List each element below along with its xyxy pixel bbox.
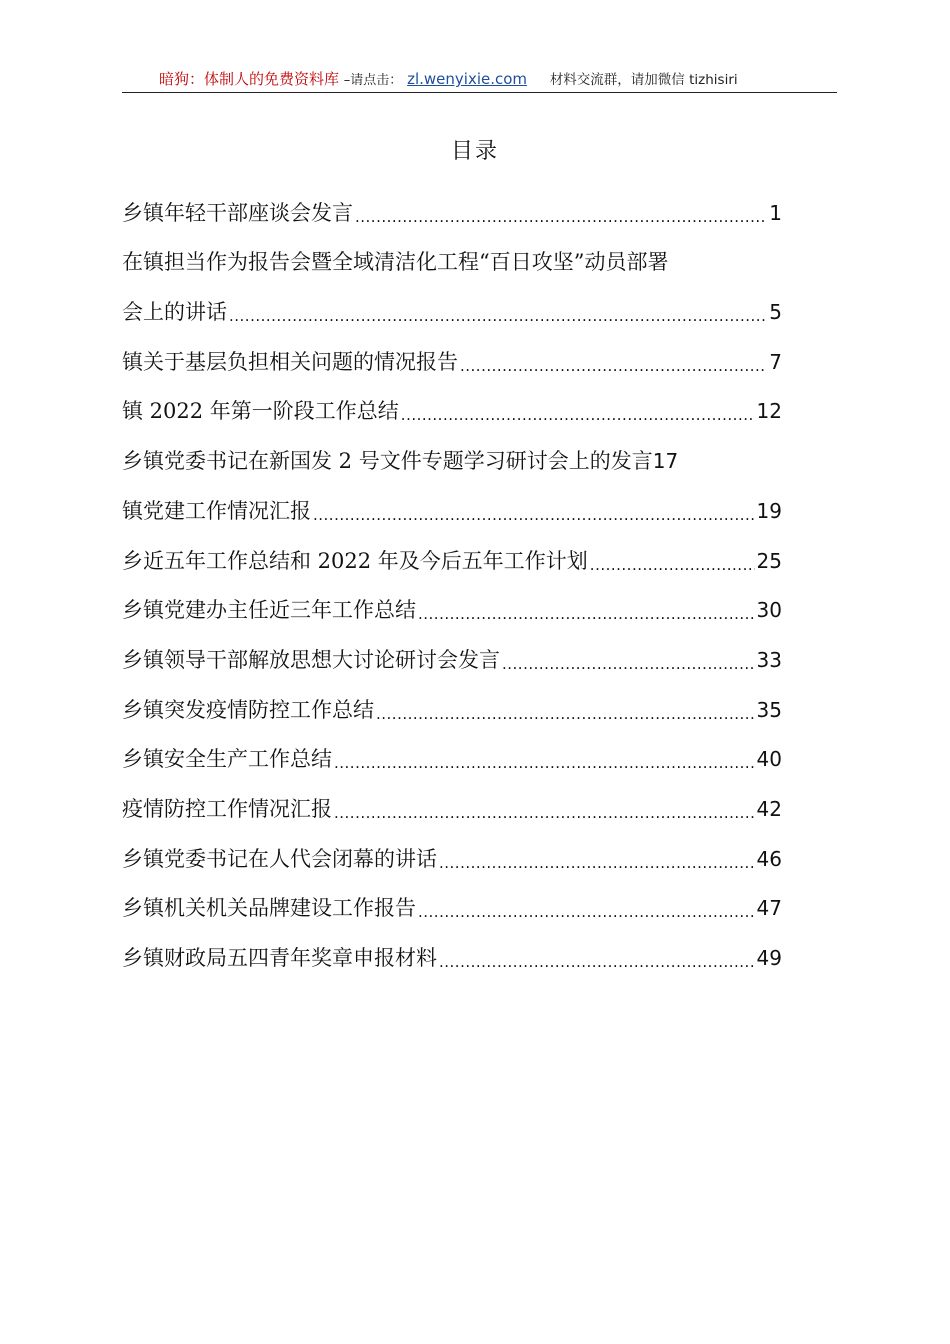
toc-leader-dots [590,551,755,579]
toc-entry-title: 乡镇年轻干部座谈会发言 [122,200,353,225]
toc-entry-title: 疫情防控工作情况汇报 [122,796,332,821]
toc-entry-title: 镇党建工作情况汇报 [122,498,311,523]
toc-entry-page: 40 [756,747,782,772]
toc-entry-page: 1 [769,200,782,225]
toc-leader-dots [418,600,755,628]
toc-entry[interactable] [122,380,782,430]
toc-entry-page: 19 [756,498,782,523]
toc-entry-page: 35 [756,697,782,722]
toc-entry-title: 乡镇突发疫情防控工作总结 [122,697,374,722]
toc-entry[interactable] [122,479,782,529]
toc-leader-dots [439,948,755,976]
toc-entry[interactable] [122,678,782,728]
toc-leader-dots [502,650,755,678]
toc-leader-dots [460,352,767,380]
toc-entry-title: 乡镇安全生产工作总结 [122,747,332,772]
toc-title: 目录 [450,139,499,164]
toc-leader-dots [376,700,755,728]
toc-leader-dots [355,203,767,231]
toc-entry-page: 46 [756,846,782,871]
toc-entry-page: 33 [756,647,782,672]
toc-leader-dots [334,799,755,827]
toc-entry-title: 在镇担当作为报告会暨全域清洁化工程“百日攻坚”动员部署 [122,250,669,275]
toc-leader-dots [334,749,755,777]
toc-leader-dots [229,302,767,330]
toc-entry[interactable] [122,579,782,629]
toc-entry-continued[interactable] [122,280,782,330]
toc-entry[interactable] [122,877,782,927]
toc-entry-page: 30 [756,598,782,623]
toc-entry[interactable] [122,926,782,976]
toc-entry-title: 乡镇财政局五四青年奖章申报材料 [122,946,437,970]
toc-entry[interactable] [122,181,782,231]
toc-entry-page: 17 [652,449,679,474]
toc-entry[interactable] [122,330,782,380]
header-click-prompt: –请点击： [343,73,403,88]
toc-entry-page: 12 [756,399,782,424]
header-link[interactable]: zl.wenyixie.com [407,70,528,88]
toc-entry[interactable] [122,628,782,678]
toc-entry-page: 25 [756,548,782,573]
toc-entry-page: 5 [769,300,782,325]
toc-entry[interactable] [122,827,782,877]
toc-entry-page: 42 [756,796,782,821]
toc-entry-title: 乡镇领导干部解放思想大讨论研讨会发言 [122,647,500,672]
toc-entry-title: 镇 2022 年第一阶段工作总结 [122,399,399,424]
toc-entry[interactable] [122,529,782,579]
toc-entry-title: 乡镇党委书记在新国发 2 号文件专题学习研讨会上的发言 [122,449,653,474]
toc-leader-dots [401,401,755,429]
toc-entry[interactable] [122,777,782,827]
header-brand: 暗狗：体制人的免费资料库 [159,70,340,88]
toc-entry-page: 7 [769,349,782,374]
toc-entry[interactable] [122,728,782,778]
toc-entry-title: 乡镇机关机关品牌建设工作报告 [122,896,416,921]
toc-leader-dots [313,501,755,529]
toc-entry-title: 镇关于基层负担相关问题的情况报告 [122,349,458,374]
toc-entry-page: 47 [756,896,782,921]
header-contact: 材料交流群，请加微信 tizhisiri [549,72,738,88]
toc-leader-dots [439,849,755,877]
page-header [122,66,837,93]
toc-entry[interactable] [122,429,782,479]
toc-entry-title: 乡镇党建办主任近三年工作总结 [122,598,416,623]
toc-entry-title: 乡近五年工作总结和 2022 年及今后五年工作计划 [122,548,588,573]
toc-leader-dots [418,898,755,926]
toc-entry-title: 乡镇党委书记在人代会闭幕的讲话 [122,846,437,871]
table-of-contents [122,181,782,976]
toc-entry-title: 会上的讲话 [122,300,227,325]
toc-entry-page: 49 [756,946,782,970]
toc-entry[interactable] [122,231,837,281]
